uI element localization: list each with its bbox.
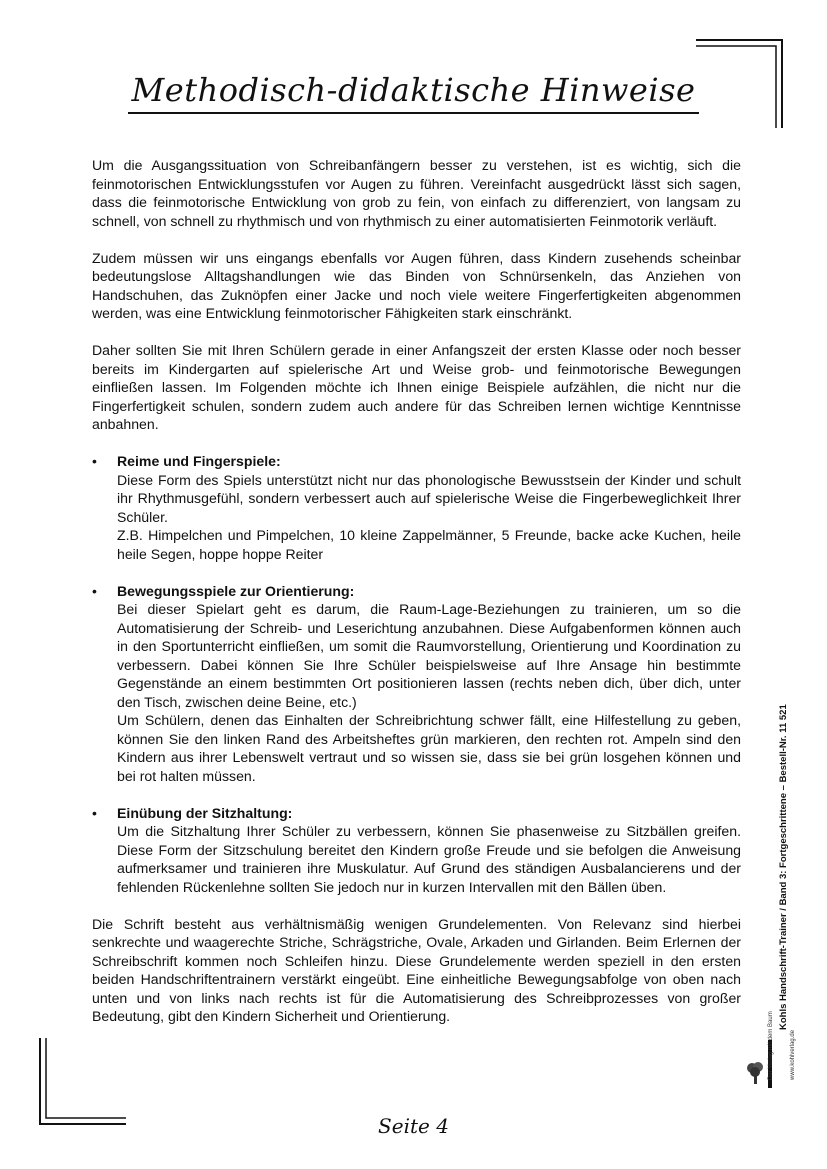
sidebar-series-info: Kohls Handschrift-Trainer / Band 3: Fortgeschrittene – Bestell-Nr. 11 521: [778, 704, 789, 1030]
publisher-url: www.kohlverlag.de: [790, 1029, 796, 1080]
bullet-marker: •: [92, 804, 97, 821]
page-number: Seite 4: [378, 1114, 449, 1138]
closing-paragraph: Die Schrift besteht aus verhältnismäßig wenigen Grundelementen. Von Relevanz sind hierbei senkrechte und waagerechte Striche, Schrägstriche, Ovale, Arkaden und Girlanden. Beim Erlernen der Schreibschrift kommen noch Schleifen hinzu. Diese Grundelemente werden speziell in den ersten beiden Handschriftentrainern verstärkt eingeübt. Eine einheitliche Bewegungsabfolge von oben nach unten und von links nach rechts ist für die Automatisierung des Schreibprozesses von großer Bedeutung, gibt den Kindern Sicherheit und Orientierung.: [92, 915, 741, 1024]
bullet-text: Um Schülern, denen das Einhalten der Schreibrichtung schwer fällt, eine Hilfestellung zu geben, können Sie den linken Rand des Arbeitsheftes grün markieren, den rechten rot. Ampeln sind den Kindern aus ihrer Lebenswelt vertraut und so wissen sie, dass sie bei grün losgehen können und bei rot halten müssen.: [117, 712, 741, 784]
paragraph: Zudem müssen wir uns eingangs ebenfalls vor Augen führen, dass Kindern zusehends scheinbar bedeutungslose Alltagshandlungen wie das Binden von Schnürsenkeln, das Anziehen von Handschuhen, das Zuknöpfen einer Jacke und noch viele weitere Fingerfertigkeiten abgenommen werden, was eine Entwicklung feinmotorischer Fähigkeiten stark einschränkt.: [92, 249, 741, 321]
publisher-tagline: Der Verlag mit dem Baum: [768, 1011, 774, 1080]
bullet-marker: •: [92, 453, 97, 469]
bullet-heading: Reime und Fingerspiele:: [117, 453, 281, 469]
bullet-heading: Einübung der Sitzhaltung:: [117, 804, 293, 821]
paragraph: Daher sollten Sie mit Ihren Schülern gerade in einer Anfangszeit der ersten Klasse oder noch besser bereits im Kindergarten auf spielerische Art und Weise grob- und feinmotorische Bewegungen einfließen lassen. Im Folgenden möchte ich Ihnen einige Beispiele aufzählen, die nicht nur die Fingerfertigkeit schulen, sondern zudem auch andere für das Schreiben lernen wichtige Kenntnisse anbahnen.: [92, 342, 741, 432]
paragraph: Um die Ausgangssituation von Schreibanfängern besser zu verstehen, ist es wichtig, sich die feinmotorischen Entwicklungsstufen vor Augen zu führen. Vereinfacht ausgedrückt lässt sich sagen, dass die feinmotorische Entwicklung von grob zu fein, von einfach zu differenziert, von langsam zu schnell, von schnell zu rhythmisch und von rhythmisch zu einer automatisierten Feinmotorik verläuft.: [92, 157, 741, 229]
bullet-heading: Bewegungsspiele zur Orientierung:: [117, 582, 355, 599]
bullet-item-sitzhaltung: [92, 804, 741, 897]
bullet-text: Bei dieser Spielart geht es darum, die Raum-Lage-Beziehungen zu trainieren, um so die Automatisierung der Schreib- und Leserichtung anzubahnen. Diese Aufgabenformen können auch in den Sportunterricht einfließen, um somit die Raumvorstellung, Orientierung und Koordination zu verbessern. Dabei können Sie Ihre Schüler beispielsweise auf Ihre Ansage hin bestimmte Gegenstände an einem bestimmten Ort positionieren lassen (rechts neben dich, über dich, unter den Tisch, zwischen deine Beine, etc.): [117, 601, 741, 710]
page-title: [0, 70, 827, 114]
bullet-marker: •: [92, 582, 97, 599]
bullet-text: Diese Form des Spiels unterstützt nicht nur das phonologische Bewusstsein der Kinder und schult ihr Rhythmusgefühl, sondern verbessert auch auf spielerische Weise die Fingerbeweglichkeit Ihrer Schüler.: [117, 471, 741, 525]
tree-icon: [744, 1060, 766, 1086]
publisher-logo: [744, 1040, 784, 1088]
corner-frame-bottom-left: [38, 1038, 126, 1126]
body-content: [92, 156, 741, 1044]
bullet-item-reime: [92, 452, 741, 563]
page-title-text: Methodisch-didaktische Hinweise: [128, 70, 700, 114]
bullet-item-bewegung: [92, 582, 741, 786]
bullet-text: Um die Sitzhaltung Ihrer Schüler zu verbessern, können Sie phasenweise zu Sitzbällen greifen. Diese Form der Sitzschulung bereitet den Kindern große Freude und sie befolgen die Anweisung aufmerksamer und trainieren ihre Muskulatur. Auf Grund des ständigen Ausbalancierens und der fehlenden Rückenlehne sollten Sie jedoch nur in kurzen Intervallen mit den Bällen üben.: [117, 823, 741, 895]
bullet-text: Z.B. Himpelchen und Pimpelchen, 10 kleine Zappelmänner, 5 Freunde, backe acke Kuchen, heile heile Segen, hoppe hoppe Reiter: [117, 527, 741, 562]
